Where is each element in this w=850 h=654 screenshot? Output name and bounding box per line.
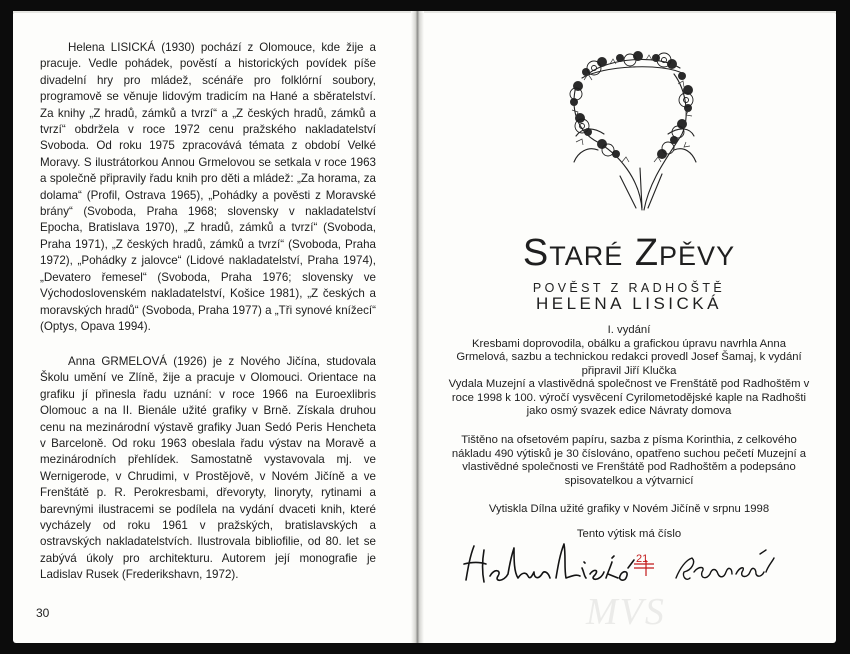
- book-author: HELENA LISICKÁ: [535, 294, 722, 313]
- colophon-printer: Vytiskla Dílna užité grafiky v Novém Jičíně v srpnu 1998: [488, 503, 770, 515]
- colophon-edition: I. vydání Kresbami doprovodila, obálku a grafickou úpravu navrhla Anna Grmelová, sazbu a technickou redakci provedl Josef Šamaj, k vydání připravil Jiří Klučka: [456, 324, 802, 378]
- book-subtitle: POVĚST Z RADHOŠTĚ: [532, 281, 726, 295]
- copy-number: 21: [636, 553, 649, 565]
- embossed-stamp: MVS: [586, 591, 666, 633]
- signature-author: [464, 544, 634, 582]
- signature-illustrator: [676, 550, 774, 579]
- colophon-printing: Tištěno na ofsetovém papíru, sazba z písma Korinthia, z celkového nákladu 490 výtisků je 30 číslováno, opatřeno suchou pečetí Muzejní a vlastivědné společnosti ve Frenštátě pod Radhoštěm a podepsáno spisovatelkou a výtvarnicí: [451, 434, 807, 488]
- bio-lisicka: Helena LISICKÁ (1930) pochází z Olomouce, kde žije a pracuje. Vedle pohádek, pověstí a historických povídek píše divadelní hry pro mládež, scénáře pro folklórní soubory, programově se věnuje lidovým tradicím na Hané a sběratelství. Za knihy „Z hradů, zámků a tvrzí“ a „Z českých hradů, zámků a tvrzí“ obdržela v roce 1972 cenu pražského nakladatelství Svoboda. Od roku 1975 zpracovává témata z období Velké Moravy. S ilustrátorkou Annou Grmelovou se setkala v roce 1963 a společně připravily řadu knih pro děti a mládež: „Za horama, za dolama“ (Profil, Ostrava 1965), „Pohádky a pověsti z Moravské brány“ (Svoboda, Praha 1968; slovensky v nakladatelství Epocha, Bratislava 1970), „Z hradů, zámků a tvrzí“ (Svoboda, Praha 1971), „Z českých hradů, zámků a tvrzí“ (Svoboda, Praha 1972), „Pohádky z jalovce“ (Lidové nakladatelství, Praha 1974), „Devatero řemesel“ (Svoboda, Praha 1976; slovensky ve Východoslovenském nakladatelství, Košice 1981), „Z českých a moravských hradů“ (Svoboda, Praha 1977) a „Tři synové knížecí“ (Optys, Opava 1994).: [40, 41, 376, 333]
- page-number: 30: [36, 606, 50, 620]
- colophon-publisher: Vydala Muzejní a vlastivědná společnost ve Frenštátě pod Radhoštěm v roce 1998 k 100. výročí vysvěcení Cyrilometodějské kaple na Radhošti jako osmý svazek edice Návraty domova: [448, 378, 810, 418]
- book-gutter: [411, 11, 424, 643]
- right-page-edge: [424, 11, 836, 13]
- copy-number-label: Tento výtisk má číslo: [576, 528, 682, 540]
- signatures: [460, 538, 790, 590]
- bio-grmelova: Anna GRMELOVÁ (1926) je z Nového Jičína, studovala Školu umění ve Zlíně, žije a pracuje v Olomouci. Orientace na grafiku jí přinesla řadu uznání: v roce 1966 na Euroexlibris Olomouc a na II. Bienále užité grafiky v Brně. Získala druhou cenu na mezinárodní výstavě grafiky Juan Sedó Peris Hencheta v Barceloně. Od roku 1963 obeslala řadu výstav na Moravě a mezinárodních přehlídek. Samostatně vystavovala mj. ve Wernigerode, v Chrudimi, v Prostějově, v Novém Jičíně a ve Frenštátě p. R. Perokresbami, dřevoryty, linoryty, rytinami a barevnými ilustracemi se podílela na vydání dvaceti knih, které vycházely od roku 1961 v pražských, bratislavských a ostravských nakladatelstvích. Ilustrovala bibliofilie, od 80. let se zabývá úkoly pro architekturu. Autorem její monografie je Ladislav Rusek (Frederikshavn, 1972).: [40, 355, 376, 582]
- book-title: Staré Zpěvy: [522, 232, 736, 274]
- left-page-edge: [13, 11, 411, 13]
- flower-wreath-illustration: [558, 50, 708, 212]
